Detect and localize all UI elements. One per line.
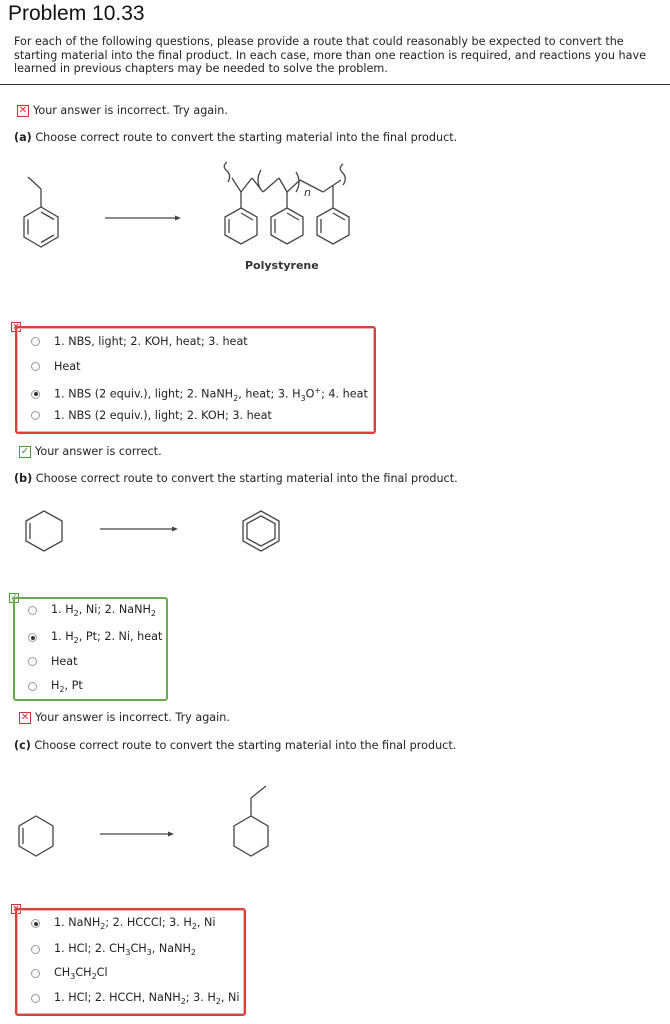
polymer-subscript: n bbox=[304, 186, 311, 199]
option-text: $H_2$, Pt bbox=[51, 679, 83, 695]
question-text: Choose correct route to convert the starting material into the final product. bbox=[34, 739, 457, 752]
option-text: Heat bbox=[54, 360, 81, 373]
x-mark-icon: ✕ bbox=[18, 104, 28, 116]
option-text: 1. NBS (2 equiv.), light; 2. KOH; 3. heat bbox=[54, 409, 272, 422]
x-mark-icon: × bbox=[12, 322, 20, 332]
product-label: Polystyrene bbox=[245, 259, 319, 272]
check-mark-icon: ✓ bbox=[10, 593, 18, 603]
radio-icon[interactable] bbox=[31, 919, 40, 928]
feedback-text: Your answer is incorrect. Try again. bbox=[33, 104, 228, 117]
option-text: 1. $H_2$, Ni; 2. NaNH$_2$ bbox=[51, 603, 156, 619]
option-text: $CH_3CH_2Cl$ bbox=[54, 966, 108, 982]
feedback-text: Your answer is correct. bbox=[35, 445, 162, 458]
page-title: Problem 10.33 bbox=[8, 2, 145, 25]
question-text: Choose correct route to convert the starting material into the final product. bbox=[35, 472, 458, 485]
check-mark-icon: ✓ bbox=[20, 445, 30, 457]
option-c-4[interactable] bbox=[31, 991, 239, 1006]
part-label: (a) bbox=[14, 131, 32, 144]
option-text: 1. $H_2$, Pt; 2. Ni, heat bbox=[51, 630, 163, 646]
part-label: (b) bbox=[14, 472, 33, 485]
option-text: 1. NaNH$_2$; 2. HCCCl; 3. $H_2$, Ni bbox=[54, 916, 216, 932]
option-text: 1. HCl; 2. HCCH, NaNH$_2$; 3. $H_2$, Ni bbox=[54, 991, 240, 1007]
option-text: 1. NBS, light; 2. KOH, heat; 3. heat bbox=[54, 335, 248, 348]
radio-icon[interactable] bbox=[31, 945, 40, 954]
radio-icon[interactable] bbox=[31, 969, 40, 978]
instructions: For each of the following questions, please provide a route that could reasonably be expected to convert the starting material into the final product. In each case, more than one reaction is required, and reactions you have learned in previous chapters may be needed to solve the problem. bbox=[14, 35, 646, 76]
option-c-1[interactable] bbox=[31, 916, 216, 931]
option-text: 1. HCl; 2. $CH_3CH_3$, NaNH$_2$ bbox=[54, 942, 196, 958]
part-label: (c) bbox=[14, 739, 31, 752]
option-c-2[interactable] bbox=[31, 942, 196, 957]
question-text: Choose correct route to convert the starting material into the final product. bbox=[35, 131, 458, 144]
feedback-text: Your answer is incorrect. Try again. bbox=[35, 711, 230, 724]
option-c-3[interactable] bbox=[31, 966, 108, 981]
x-mark-icon: ✕ bbox=[20, 711, 30, 723]
x-mark-icon: × bbox=[12, 904, 20, 914]
radio-icon[interactable] bbox=[31, 994, 40, 1003]
option-text: Heat bbox=[51, 655, 78, 668]
option-text: 1. NBS (2 equiv.), light; 2. NaNH$_2$, heat; 3. $H_3O^+$; 4. heat bbox=[54, 386, 368, 403]
